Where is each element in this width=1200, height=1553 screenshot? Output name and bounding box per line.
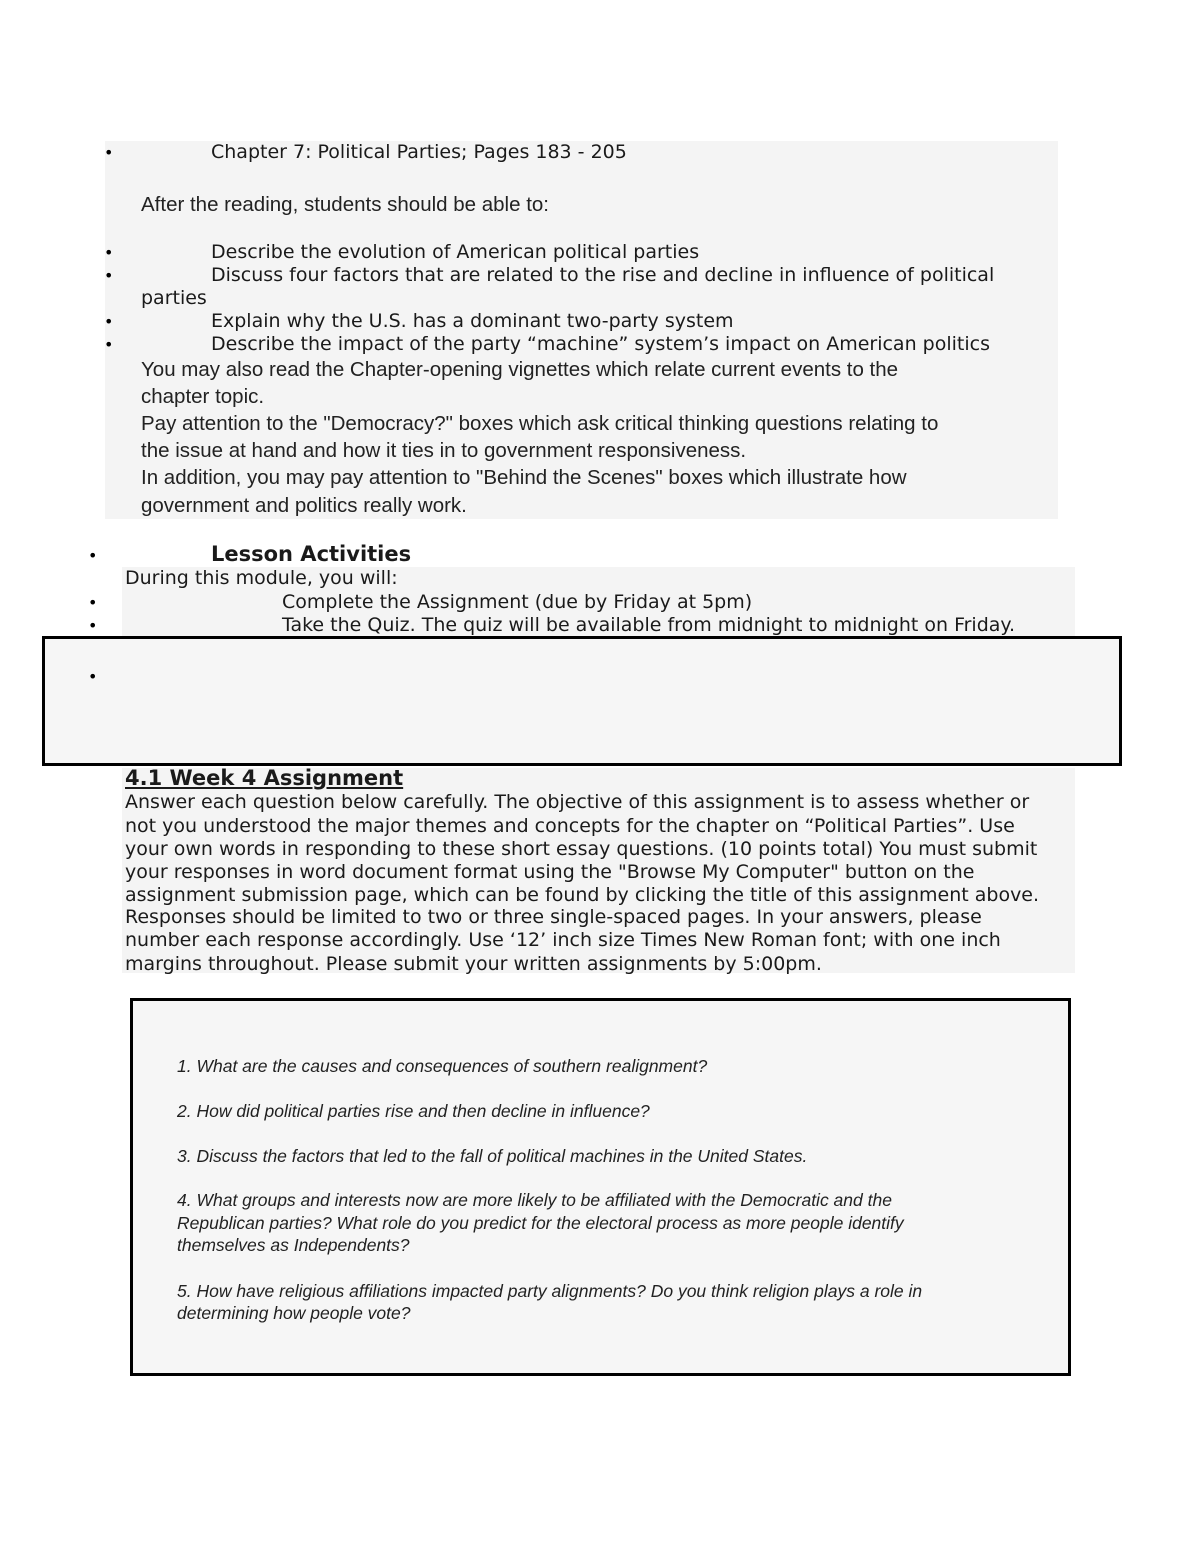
reading-note-line: Pay attention to the "Democracy?" boxes which ask critical thinking questions relating to <box>141 412 939 435</box>
empty-content-box <box>42 636 1122 766</box>
question-4-line-3: themselves as Independents? <box>177 1235 410 1255</box>
assignment-line: your own words in responding to these short essay questions. (10 points total) You must submit <box>125 838 1038 860</box>
bullet-icon: • <box>104 143 114 162</box>
reading-intro: After the reading, students should be able to: <box>141 193 549 216</box>
objective-item-continued: parties <box>141 287 207 309</box>
bullet-icon: • <box>104 243 114 262</box>
lesson-intro: During this module, you will: <box>125 567 398 589</box>
lesson-heading: Lesson Activities <box>211 542 412 566</box>
lesson-item: Complete the Assignment (due by Friday at 5pm) <box>282 591 753 613</box>
assignment-line: number each response accordingly. Use ‘12’ inch size Times New Roman font; with one inch <box>125 929 1001 951</box>
assignment-title[interactable]: 4.1 Week 4 Assignment <box>125 766 404 790</box>
assignment-line: assignment submission page, which can be found by clicking the title of this assignment above. <box>125 884 1040 906</box>
assignment-line: Responses should be limited to two or three single-spaced pages. In your answers, please <box>125 906 982 928</box>
assignment-line: your responses in word document format using the "Browse My Computer" button on the <box>125 861 975 883</box>
assignment-line: Answer each question below carefully. The objective of this assignment is to assess whether or <box>125 791 1030 813</box>
lesson-item: Take the Quiz. The quiz will be available from midnight to midnight on Friday. <box>282 614 1015 636</box>
chapter-line: Chapter 7: Political Parties; Pages 183 - 205 <box>211 141 627 163</box>
question-3: 3. Discuss the factors that led to the fall of political machines in the United States. <box>177 1146 808 1166</box>
bullet-icon: • <box>104 335 114 354</box>
reading-note-line: chapter topic. <box>141 385 265 408</box>
bullet-icon: • <box>88 546 98 565</box>
bullet-icon: • <box>104 312 114 331</box>
question-4-line-2: Republican parties? What role do you predict for the electoral process as more people identify <box>177 1213 904 1233</box>
reading-note-line: In addition, you may pay attention to "Behind the Scenes" boxes which illustrate how <box>141 466 907 489</box>
objective-item: Describe the evolution of American political parties <box>211 241 700 263</box>
question-4: 4. What groups and interests now are more likely to be affiliated with the Democratic and the <box>177 1190 892 1210</box>
assignment-line: margins throughout. Please submit your written assignments by 5:00pm. <box>125 953 822 975</box>
reading-note-line: You may also read the Chapter-opening vignettes which relate current events to the <box>141 358 899 381</box>
bullet-icon: • <box>88 667 98 686</box>
reading-note-line: government and politics really work. <box>141 494 467 517</box>
objective-item: Explain why the U.S. has a dominant two-party system <box>211 310 734 332</box>
reading-note-line: the issue at hand and how it ties in to government responsiveness. <box>141 439 747 462</box>
question-1: 1. What are the causes and consequences of southern realignment? <box>177 1056 708 1076</box>
question-5-line-2: determining how people vote? <box>177 1303 411 1323</box>
assignment-line: not you understood the major themes and concepts for the chapter on “Political Parties”. Use <box>125 815 1015 837</box>
bullet-icon: • <box>88 593 98 612</box>
questions-box <box>130 998 1071 1376</box>
objective-item: Discuss four factors that are related to the rise and decline in influence of political <box>211 264 995 286</box>
question-5: 5. How have religious affiliations impacted party alignments? Do you think religion plays a role in <box>177 1281 923 1301</box>
bullet-icon: • <box>104 266 114 285</box>
objective-item: Describe the impact of the party “machine” system’s impact on American politics <box>211 333 990 355</box>
bullet-icon: • <box>88 616 98 635</box>
question-2: 2. How did political parties rise and then decline in influence? <box>177 1101 650 1121</box>
